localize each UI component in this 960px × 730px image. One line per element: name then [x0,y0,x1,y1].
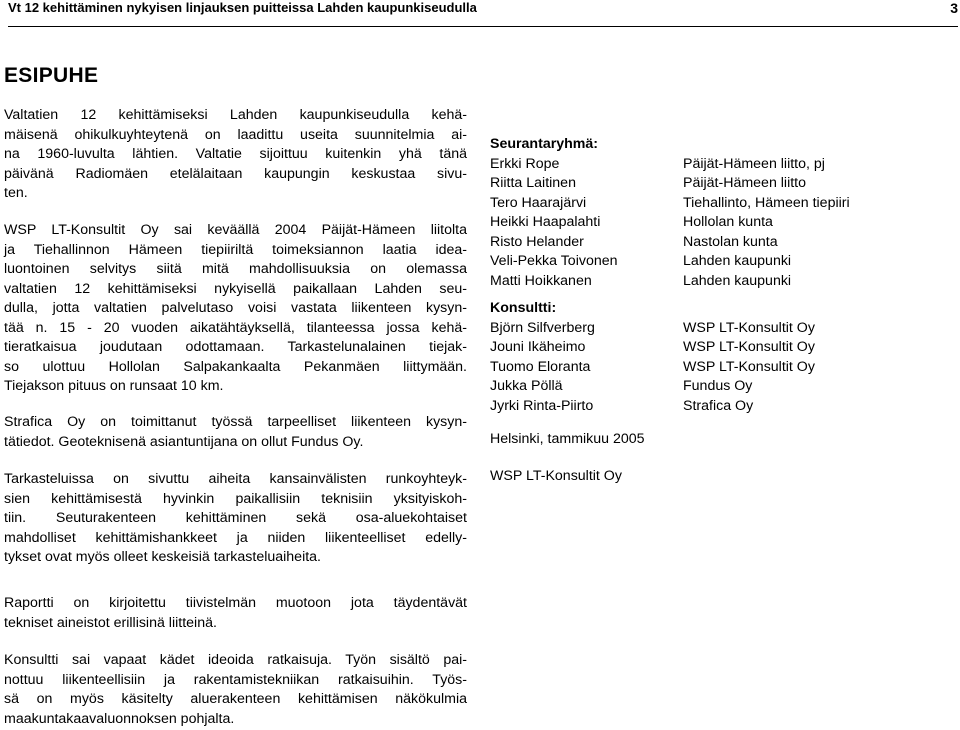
consultant-name: Björn Silfverberg [490,319,595,336]
text-line: ten. [4,185,28,201]
consultant-row [490,358,850,378]
paragraph-4 [4,470,467,568]
page-header [8,0,958,27]
text-line: ja Tiehallinnon Hämeen tiepiiriltä toimeksiannon laatia idea- [4,241,467,258]
member-name: Tero Haarajärvi [490,194,587,211]
consultant-org: Fundus Oy [683,378,753,394]
text-line: tykset ovat myös olleet keskeisiä tarkasteluaiheita. [4,549,322,565]
text-line: mäisenä ohikulkuyhteytenä on laadittu useita suunnitelmia ai- [4,126,467,143]
consultant-row [490,338,850,358]
consultant-name: Tuomo Eloranta [490,358,591,375]
text-line: Konsultti sai vapaat kädet ideoida ratkaisuja. Työn sisältö pai- [4,652,467,668]
member-name: Risto Helander [490,233,584,250]
paragraph-1 [4,106,467,204]
consultant-name: Jouni Ikäheimo [490,339,586,355]
member-name: Riitta Laitinen [490,175,576,191]
member-org: Päijät-Hämeen liitto [683,175,807,191]
header-title: Vt 12 kehittäminen nykyisen linjauksen puitteissa Lahden kaupunkiseudulla [8,0,477,15]
member-name: Veli-Pekka Toivonen [490,253,618,269]
text-line: dulla, jotta valtatien palvelutaso voisi vastata liikenteen kysyn- [4,300,467,316]
consultant-name: Jyrki Rinta-Piirto [490,397,594,414]
member-org: Nastolan kunta [683,233,778,250]
text-line: Valtatien 12 kehittämiseksi Lahden kaupunkiseudulla kehä- [4,107,467,123]
text-line: tiin. Seuturakenteen kehittäminen sekä osa-aluekohtaiset [4,510,467,526]
consultant-row [490,397,850,417]
consultant-row [490,377,850,397]
paragraph-2 [4,221,467,397]
credits-column [490,135,850,486]
section-heading: ESIPUHE [4,64,99,87]
member-name: Erkki Rope [490,155,560,172]
company-name: WSP LT-Konsultit Oy [490,467,622,484]
member-org: Päijät-Hämeen liitto, pj [683,155,825,172]
consultant-block [490,299,850,416]
paragraph-6 [4,651,467,729]
consultant-org: WSP LT-Konsultit Oy [683,358,815,375]
consultant-org: WSP LT-Konsultit Oy [683,319,815,336]
text-line: nottuu liikenteellisiin ja rakentamistekniikan ratkaisuihin. Työs- [4,671,467,688]
text-line: Tarkasteluissa on sivuttu aiheita kansainvälisten runkoyhteyk- [4,471,467,487]
text-line: valtatien 12 kehittämiseksi nykyisellä paikallaan Lahden seu- [4,280,467,297]
member-org: Lahden kaupunki [683,272,792,289]
text-line: tää n. 15 - 20 vuoden aikatähtäyksellä, tilanteessa jossa kehä- [4,319,467,336]
member-row [490,272,850,292]
text-line: päivänä Radiomäen etelälaitaan kaupungin keskustaa sivu- [4,165,467,182]
text-line: maakuntakaavaluonnoksen pohjalta. [4,710,235,727]
member-row [490,233,850,253]
member-name: Heikki Haapalahti [490,214,601,230]
text-line: tätiedot. Geoteknisenä asiantuntijana on ollut Fundus Oy. [4,433,364,450]
consultant-name: Jukka Pöllä [490,378,563,394]
text-line: Tiejakson pituus on runsaat 10 km. [4,378,224,394]
paragraph-3 [4,413,467,452]
member-row [490,174,850,194]
text-line: mahdolliset kehittämishankkeet ja niiden liikenteelliset edelly- [4,529,467,546]
steering-group-title: Seurantaryhmä: [490,136,599,152]
member-row [490,155,850,175]
place-date: Helsinki, tammikuu 2005 [490,431,645,447]
text-line: luontoinen selvitys siitä mitä mahdollisuuksia on olemassa [4,261,467,277]
member-row [490,252,850,272]
member-row [490,194,850,214]
text-line: Strafica Oy on toimittanut työssä tarpeelliset liikenteen kysyn- [4,414,467,430]
text-line: WSP LT-Konsultit Oy sai keväällä 2004 Päijät-Hämeen liitolta [4,222,467,238]
text-line: na 1960-luvulta lähtien. Valtatie sijoittuu kuitenkin yhä tänä [4,146,467,162]
member-org: Tiehallinto, Hämeen tiepiiri [683,194,850,211]
page-number: 3 [950,0,958,16]
member-row [490,213,850,233]
consultant-title: Konsultti: [490,300,557,316]
text-line: sien kehittämisestä hyvinkin paikallisiin teknisiin yksityiskoh- [4,490,467,507]
member-name: Matti Hoikkanen [490,272,592,289]
text-line: tieratkaisua joudutaan odottamaan. Tarkastelunalainen tiejak- [4,339,467,355]
member-org: Lahden kaupunki [683,253,792,269]
steering-group-list [490,155,850,292]
consultant-org: Strafica Oy [683,397,754,414]
member-org: Hollolan kunta [683,214,773,230]
consultant-row [490,319,850,339]
consultant-org: WSP LT-Konsultit Oy [683,339,815,355]
text-line: Raportti on kirjoitettu tiivistelmän muotoon jota täydentävät [4,595,467,611]
paragraph-5 [4,594,467,633]
text-line: tekniset aineistot erillisinä liitteinä. [4,614,217,631]
text-line: so ulottuu Hollolan Salpakankaalta Pekanmäen liittymään. [4,358,467,375]
text-line: sä on myös käsitelty aluerakenteen kehittämisen näkökulmia [4,691,467,707]
